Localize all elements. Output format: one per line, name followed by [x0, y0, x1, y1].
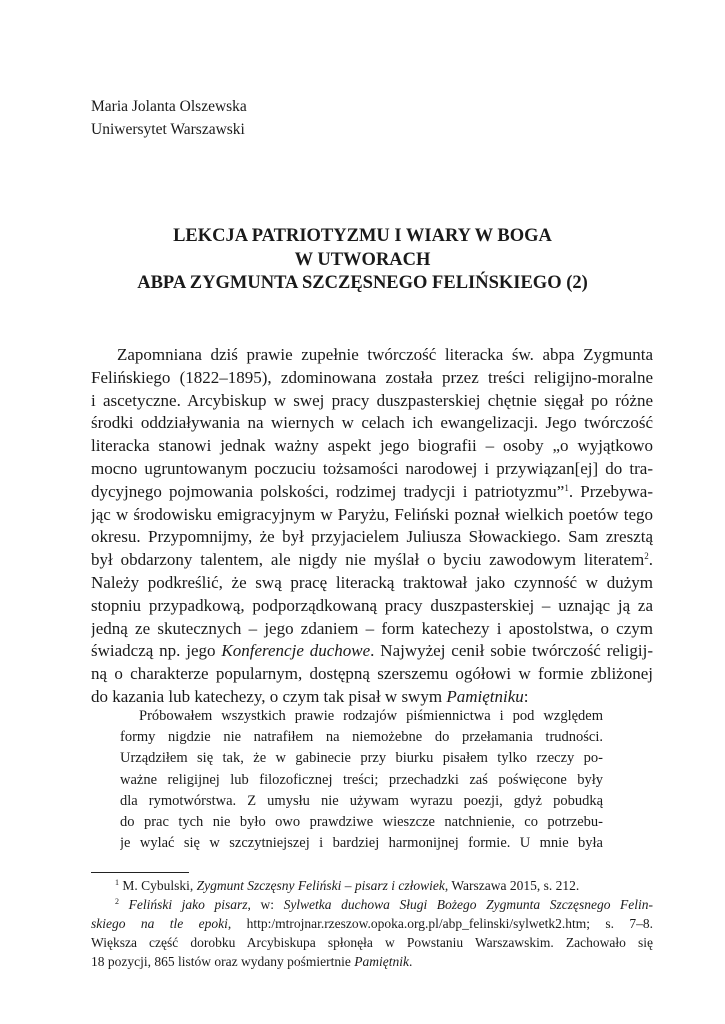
quote-line: Urządziłem się tak, że w gabinecie przy biurku pisałem tylko rzeczy po- [120, 750, 603, 767]
body-line: Należy podkreślić, że swą pracę literacką traktował jako czynność w dużym [91, 572, 653, 592]
footnote-mark: 2 [115, 897, 119, 906]
work-title: Pamiętnik [354, 954, 409, 969]
body-text-span: świadczą np. jego [91, 641, 222, 661]
footnote-mark: 1 [115, 878, 119, 887]
quote-line: do prac tych nie było owo prawdziwe wieszcze natchnienie, co potrzebu- [120, 813, 603, 830]
footnote-text: , Warszawa 2015, s. 212. [444, 878, 580, 893]
work-title: skiego na tle epoki [91, 916, 228, 931]
body-line: literacka stanowi jednak ważny aspekt jego biografii – osoby „o wyjątkowo [91, 436, 653, 456]
quote-line: formy nigdzie nie natrafiłem na niemożebne do przełamania trudności. [120, 729, 603, 746]
work-title: Pamiętniku [446, 686, 524, 706]
footnote-link: , http:/mtrojnar.rzeszow.opoka.org.pl/abp_felinski/sylwetk2.htm; s. 7–8. [227, 916, 653, 931]
body-line [91, 640, 653, 663]
footnote-text: 18 pozycji, 865 listów oraz wydany pośmiertnie [91, 954, 355, 969]
body-line: i ascetyczne. Arcybiskup w swej pracy duszpasterskiej chętnie sięgał po różne [91, 390, 653, 410]
body-text [91, 344, 653, 709]
work-title: Konferencje duchowe [221, 641, 371, 661]
body-line: okresu. Przypomnijmy, że był przyjacielem Juliusza Słowackiego. Sam zresztą [91, 527, 653, 547]
quote-line: dla rymotwórstwa. Z umysłu nie używam wyrazu poezji, gdyż pobudką [120, 792, 603, 809]
body-line [91, 549, 653, 572]
work-title: Zygmunt Szczęsny Feliński – pisarz i człowiek [196, 878, 445, 893]
work-title: Feliński jako pisarz [128, 897, 248, 912]
body-text-span: : [523, 686, 529, 706]
footnote-text: . [408, 954, 413, 969]
footnote-2-cont: Większa część dorobku Arcybiskupa spłonęła w Powstaniu Warszawskim. Zachowało się [91, 935, 653, 950]
author-affiliation: Uniwersytet Warszawski [91, 121, 245, 138]
footnote-divider [91, 872, 189, 873]
body-text-span: był obdarzony talentem, ale nigdy nie myślał o byciu zawodowym literatem [91, 550, 645, 570]
body-text-span: . [648, 550, 653, 570]
body-text-span: do kazania lub katechezy, o czym tak pisał w swym [91, 686, 447, 706]
body-text-span: . Najwyżej cenił sobie twórczość religij- [370, 641, 653, 661]
footnotes [91, 876, 653, 971]
footnote-2-cont [91, 914, 653, 933]
quote-line: Próbowałem wszystkich prawie rodzajów piśmiennictwa i pod względem [139, 708, 603, 724]
title-line: LEKCJA PATRIOTYZMU I WIARY W BOGA [173, 226, 552, 246]
title-line: ABPA ZYGMUNTA SZCZĘSNEGO FELIŃSKIEGO (2) [137, 273, 588, 293]
article-title [80, 225, 645, 296]
footnote-ref-2[interactable]: 2 [644, 551, 649, 562]
body-line: ną o charakterze popularnym, dostępną szerszemu ogółowi w formie zbliżonej [91, 664, 653, 684]
title-line: W UTWORACH [294, 249, 431, 270]
body-line: jąc w środowisku emigracyjnym w Paryżu, Feliński poznał wielkich poetów tego [91, 504, 653, 524]
footnote-ref-1[interactable]: 1 [564, 482, 569, 493]
footnote-2-cont [91, 952, 653, 971]
author-block [91, 95, 247, 141]
quote-line: je wylać się w szczytniejszej i bardziej harmonijnej formie. U mnie była [120, 835, 603, 852]
body-line: Zapomniana dziś prawie zupełnie twórczość literacka św. abpa Zygmunta [117, 345, 653, 364]
body-text-span: . Przebywa- [568, 481, 653, 501]
body-line: Felińskiego (1822–1895), zdominowana została przez treści religijno-moralne [91, 367, 653, 387]
body-text-span: dycyjnego pojmowania polskości, rodzimej tradycji i patriotyzmu” [91, 481, 565, 501]
footnote-2 [91, 895, 653, 914]
footnote-text: , w: [247, 897, 284, 912]
work-title: Sylwetka duchowa Sługi Bożego Zygmunta Szczęsnego Felin- [283, 897, 653, 912]
body-line [91, 481, 653, 504]
body-line: stopniu przypadkową, podporządkowaną pracy duszpasterskiej – uznając ją za [91, 595, 653, 615]
author-name: Maria Jolanta Olszewska [91, 98, 247, 115]
body-line: środki oddziaływania na wiernych w celach ich ewangelizacji. Jego twórczość [91, 413, 653, 433]
footnote-text: M. Cybulski, [119, 878, 197, 893]
quote-line: ważne religijnej lub filozoficznej treści; przechadzki zaś poświęcone były [120, 771, 603, 788]
body-line: jedną ze skutecznych – jego zdaniem – form katechezy i apostolstwa, o czym [91, 618, 653, 638]
footnote-1 [91, 876, 653, 895]
body-line: mocno ugruntowanym poczuciu tożsamości narodowej i przywiązan[ej] do tra- [91, 458, 653, 478]
block-quote [120, 706, 603, 854]
